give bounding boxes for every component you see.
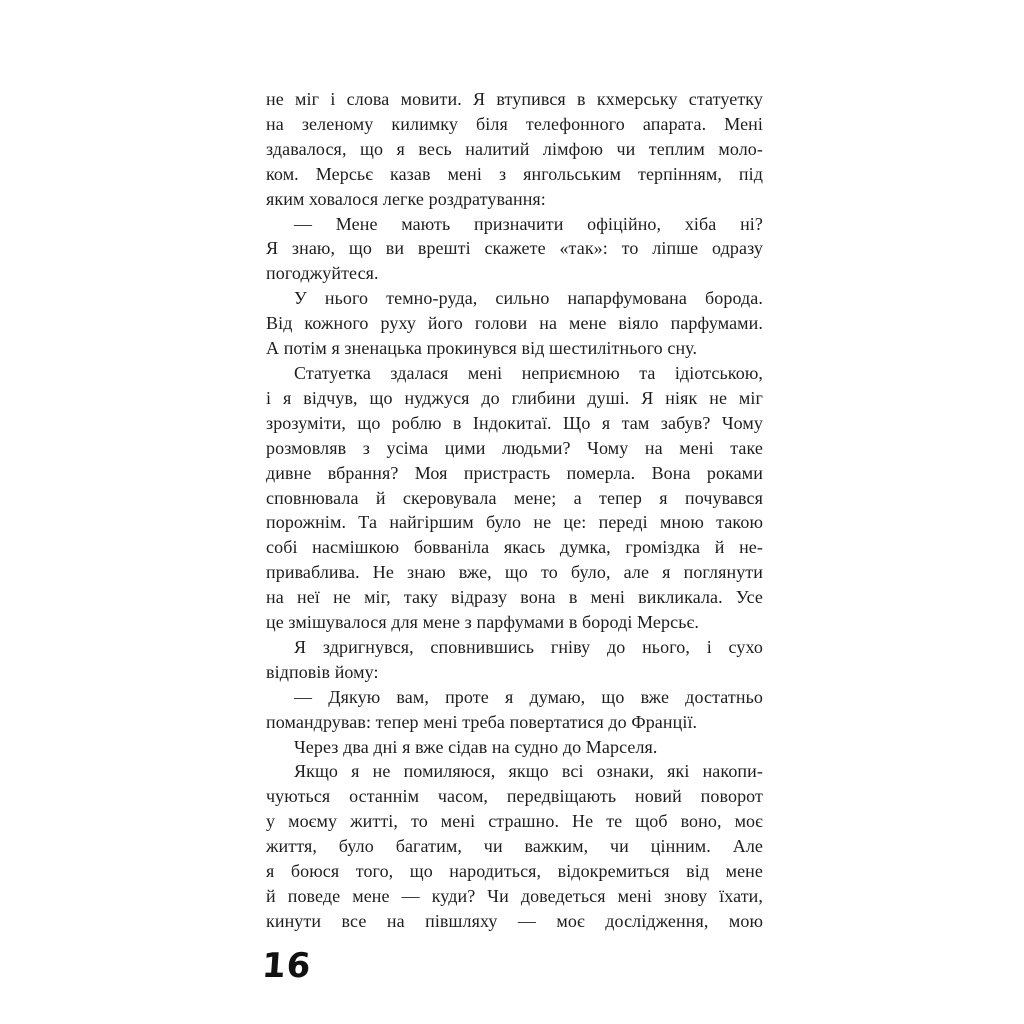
text-line-p7-l1: Через два дні я вже сідав на судно до Марселя.	[294, 736, 658, 757]
text-line-p4-l5: дивне вбрання? Моя пристрасть померла. Вона роками	[266, 462, 763, 483]
text-line-p4-l1: Статуетка здалася мені неприємною та ідіотською,	[294, 362, 763, 383]
text-line-p1-l1: не міг і слова мовити. Я втупився в кхмерську статуетку	[266, 89, 763, 109]
text-line-p8-l1: Якщо я не помиляюся, якщо всі ознаки, які накопи-	[294, 761, 763, 782]
text-line-p2-l2: Я знаю, що ви врешті скажете «так»: то ліпше одразу	[266, 238, 763, 259]
text-line-p2-l1: — Мене мають призначити офіційно, хіба ні?	[294, 213, 763, 234]
text-line-p4-l11: це змішувалося для мене з парфумами в бороді Мерсьє.	[266, 612, 699, 633]
text-line-p8-l2: чуються останнім часом, передвіщають новий поворот	[266, 786, 763, 807]
text-line-p4-l6: сповнювала й скеровувала мене; а тепер я почувався	[266, 487, 763, 508]
text-line-p8-l5: я боюся того, що народиться, відокремиться від мене	[266, 861, 763, 882]
text-line-p1-l3: здавалося, що я весь налитий лімфою чи теплим моло-	[266, 138, 763, 159]
text-line-p4-l3: зрозуміти, що роблю в Індокитаї. Що я там забув? Чому	[266, 412, 763, 433]
text-line-p8-l7: кинути все на півшляху — моє дослідження, мою	[266, 910, 763, 931]
text-line-p6-l2: помандрував: тепер мені треба повертатися до Франції.	[266, 711, 698, 732]
text-line-p5-l2: відповів йому:	[266, 661, 379, 682]
text-line-p3-l1: У нього темно-руда, сильно напарфумована борода.	[294, 288, 763, 309]
text-line-p4-l2: і я відчув, що нуджуся до глибини душі. Я ніяк не міг	[266, 387, 763, 408]
text-line-p8-l6: й поведе мене — куди? Чи доведеться мені знову їхати,	[266, 886, 763, 906]
text-line-p4-l9: приваблива. Не знаю вже, що то було, але я поглянути	[266, 562, 763, 583]
text-line-p8-l4: життя, було багатим, чи важким, чи цінним. Але	[266, 836, 763, 857]
text-line-p5-l1: Я здригнувся, сповнившись гніву до нього, і сухо	[294, 636, 763, 657]
text-line-p1-l4: ком. Мерсьє казав мені з янгольським терпінням, під	[266, 163, 763, 184]
page-number: 16	[260, 946, 313, 986]
text-line-p6-l1: — Дякую вам, проте я думаю, що вже достатньо	[294, 686, 763, 707]
text-line-p1-l2: на зеленому килимку біля телефонного апарата. Мені	[266, 113, 763, 134]
page-text-block	[266, 87, 763, 934]
text-line-p3-l3: А потім я зненацька прокинувся від шестилітнього сну.	[266, 338, 698, 359]
text-line-p4-l7: порожнім. Та найгіршим було не це: переді мною такою	[266, 512, 763, 533]
text-line-p4-l8: собі насмішкою бовваніла якась думка, громіздка й не-	[266, 537, 763, 558]
text-line-p8-l3: у моєму житті, то мені страшно. Не те щоб воно, моє	[266, 811, 763, 832]
text-line-p2-l3: погоджуйтеся.	[266, 263, 379, 284]
text-line-p1-l5: яким ховалося легке роздратування:	[266, 188, 546, 209]
text-line-p3-l2: Від кожного руху його голови на мене віяло парфумами.	[266, 313, 763, 334]
text-line-p4-l10: на неї не міг, таку відразу вона в мені викликала. Усе	[266, 587, 763, 608]
text-line-p4-l4: розмовляв з усіма цими людьми? Чому на мені таке	[266, 437, 763, 458]
